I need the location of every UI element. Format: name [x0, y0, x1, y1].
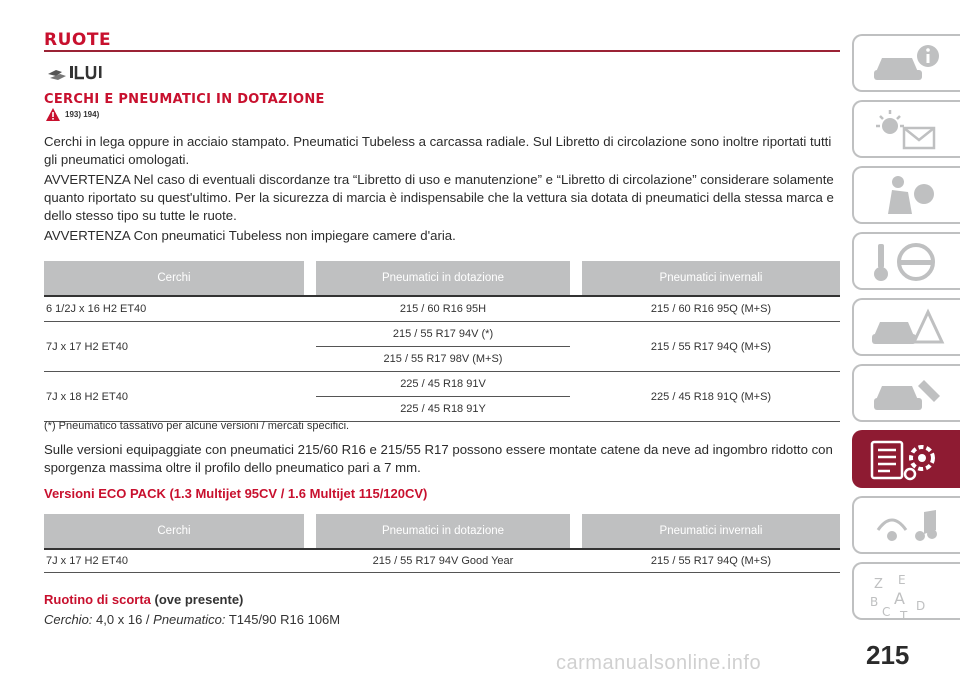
- spare-heading-label: Ruotino di scorta: [44, 592, 151, 607]
- spare-details: [44, 612, 340, 627]
- section-title: RUOTE: [44, 30, 112, 50]
- emergency-icon: [868, 306, 948, 350]
- car-info-icon: [868, 42, 948, 86]
- svg-text:A: A: [894, 589, 905, 608]
- steering-key-icon: [868, 240, 948, 284]
- page-number: 215: [866, 640, 910, 670]
- tab-technical-specs[interactable]: [852, 430, 960, 488]
- table-header-row: [44, 261, 840, 296]
- svg-text:C: C: [882, 605, 891, 619]
- tyre-cell: 215 / 55 R17 98V (M+S): [383, 353, 503, 365]
- tyre-label: Pneumatico:: [153, 612, 226, 627]
- header-invernali: Pneumatici invernali: [582, 514, 840, 549]
- tab-safety[interactable]: [852, 166, 960, 224]
- rim-cell: 7J x 18 H2 ET40: [44, 372, 304, 422]
- header-cerchi: Cerchi: [44, 514, 304, 549]
- paragraph-3: AVVERTENZA Con pneumatici Tubeless non impiegare camere d'aria.: [44, 228, 456, 243]
- tab-emergency[interactable]: [852, 298, 960, 356]
- rim-label: Cerchio:: [44, 612, 93, 627]
- spare-heading: [44, 592, 243, 607]
- table-row: [44, 296, 840, 322]
- multimedia-icon: [868, 504, 948, 548]
- warning-refs: 193) 194): [65, 110, 100, 119]
- warning-lights-icon: [868, 108, 948, 152]
- tab-warning-lights[interactable]: [852, 100, 960, 158]
- header-invernali: Pneumatici invernali: [582, 261, 840, 296]
- rim-cell: 7J x 17 H2 ET40: [44, 322, 304, 372]
- car-service-icon: [868, 372, 948, 416]
- specs-gear-icon: [868, 438, 948, 482]
- title-rule: [44, 50, 840, 52]
- eco-heading: Versioni ECO PACK (1.3 Multijet 95CV / 1.6 Multijet 115/120CV): [44, 486, 428, 501]
- spare-heading-suffix: (ove presente): [154, 592, 244, 607]
- header-cerchi: Cerchi: [44, 261, 304, 296]
- rim-cell: 7J x 17 H2 ET40: [44, 549, 304, 573]
- svg-text:D: D: [916, 599, 926, 613]
- winter-cell: 215 / 60 R16 95Q (M+S): [582, 296, 840, 322]
- table-row: [44, 372, 840, 397]
- tab-car-info[interactable]: [852, 34, 960, 92]
- chains-paragraph: Sulle versioni equipaggiate con pneumatici 215/60 R16 e 215/55 R17 possono essere montate catene da neve ad ingombro ridotto con sporgenza massima oltre il profilo dello pneumatico pari a 7 mm.: [44, 442, 833, 475]
- rim-cell: 6 1/2J x 16 H2 ET40: [44, 296, 304, 322]
- header-pneumatici: Pneumatici in dotazione: [316, 261, 570, 296]
- tyre-value: T145/90 R16 106M: [228, 612, 341, 627]
- warning-icon: [46, 108, 60, 121]
- tyre-cell: 215 / 55 R17 94V (*): [316, 322, 570, 347]
- tyre-cell: 215 / 55 R17 94V Good Year: [316, 549, 570, 573]
- svg-text:T: T: [900, 609, 908, 620]
- eco-logo-icon: [46, 60, 106, 82]
- header-pneumatici: Pneumatici in dotazione: [316, 514, 570, 549]
- table-header-row: [44, 514, 840, 549]
- tab-index[interactable]: [852, 562, 960, 620]
- sub-title: CERCHI E PNEUMATICI IN DOTAZIONE: [44, 92, 325, 107]
- paragraph-1: Cerchi in lega oppure in acciaio stampato. Pneumatici Tubeless a carcassa radiale. Sul Libretto di circolazione sono inoltre riportati tutti gli pneumatici omologati.: [44, 134, 832, 167]
- paragraph-2: AVVERTENZA Nel caso di eventuali discordanze tra “Libretto di uso e manutenzione” e “Libretto di circolazione” considerare solamente quanto riportato su quest'ultimo. Per la sicurezza di marcia è indispensabile che la vettura sia dotata di pneumatici della stessa marca e dello stesso tipo su tutte le ruote.: [44, 172, 834, 223]
- tyre-cell: 215 / 60 R16 95H: [316, 296, 570, 322]
- winter-cell: 225 / 45 R18 91Q (M+S): [582, 372, 840, 422]
- tyre-table: [44, 261, 840, 422]
- tab-multimedia[interactable]: [852, 496, 960, 554]
- tab-maintenance[interactable]: [852, 364, 960, 422]
- footnote: (*) Pneumatico tassativo per alcune versioni / mercati specifici.: [44, 420, 350, 432]
- table-row: [44, 549, 840, 573]
- index-icon: [868, 570, 948, 620]
- svg-text:Z: Z: [874, 577, 883, 592]
- rim-value: 4,0 x 16 /: [96, 612, 150, 627]
- tyre-cell: 225 / 45 R18 91V: [316, 372, 570, 397]
- airbag-icon: [868, 174, 948, 218]
- svg-text:E: E: [898, 573, 906, 587]
- watermark: carmanualsonline.info: [556, 652, 762, 674]
- eco-tyre-table: [44, 514, 840, 573]
- tab-starting-driving[interactable]: [852, 232, 960, 290]
- tyre-cell: 225 / 45 R18 91Y: [316, 397, 570, 422]
- winter-cell: 215 / 55 R17 94Q (M+S): [582, 322, 840, 372]
- table-row: [44, 322, 840, 347]
- winter-cell: 215 / 55 R17 94Q (M+S): [582, 549, 840, 573]
- svg-text:B: B: [870, 595, 879, 609]
